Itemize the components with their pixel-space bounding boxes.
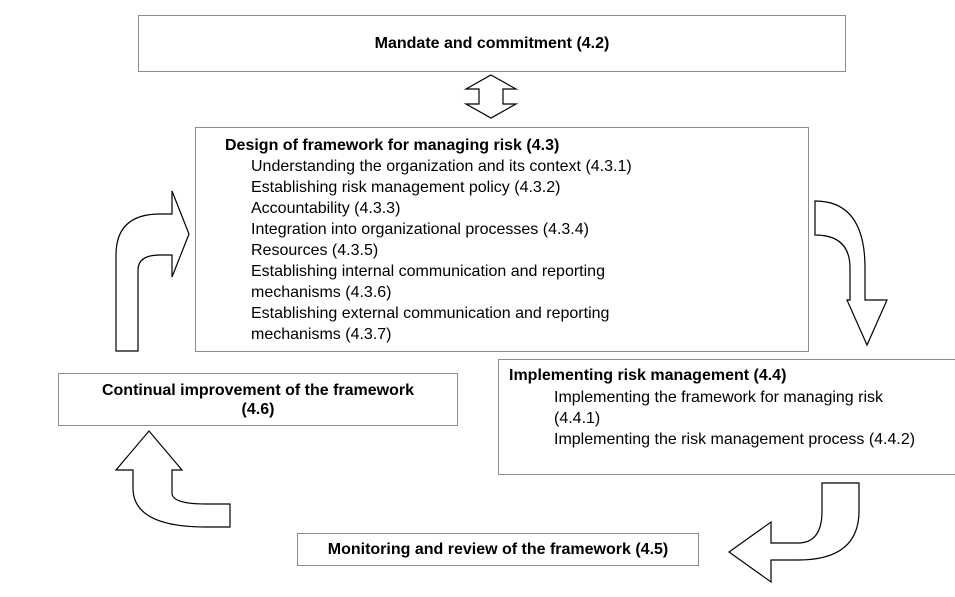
design-framework-box (195, 127, 809, 352)
monitoring-title: Monitoring and review of the framework (4.5) (327, 540, 669, 558)
list-item: Understanding the organization and its context (4.3.1) (251, 158, 632, 175)
list-item: Establishing risk management policy (4.3.2) (251, 179, 561, 196)
implementing-title: Implementing risk management (4.4) (509, 367, 787, 384)
list-item: Establishing external communication and reporting mechanisms (4.3.7) (251, 305, 610, 343)
implementing-items-list (554, 387, 924, 450)
curved-arrow-down-right-icon (815, 201, 887, 345)
list-item: Implementing the risk management process (4.4.2) (554, 431, 916, 448)
mandate-title: Mandate and commitment (4.2) (374, 34, 610, 52)
list-item: Establishing internal communication and reporting mechanisms (4.3.6) (251, 263, 605, 301)
curved-arrow-up-left-icon (116, 431, 230, 527)
list-item: Implementing the framework for managing risk (4.4.1) (554, 389, 884, 427)
curved-arrow-down-left-icon (729, 483, 859, 582)
curved-arrow-up-right-icon (116, 191, 189, 351)
implementing-box (498, 359, 955, 475)
continual-improvement-box (58, 373, 458, 426)
design-items-list (251, 156, 671, 345)
list-item: Resources (4.3.5) (251, 242, 379, 259)
list-item: Accountability (4.3.3) (251, 200, 401, 217)
mandate-box (138, 15, 846, 72)
monitoring-box (297, 533, 699, 566)
list-item: Integration into organizational processes (4.3.4) (251, 221, 589, 238)
design-title: Design of framework for managing risk (4.3) (225, 137, 560, 154)
continual-title: Continual improvement of the framework (4.6) (101, 381, 415, 418)
double-headed-arrow-icon (466, 75, 516, 118)
